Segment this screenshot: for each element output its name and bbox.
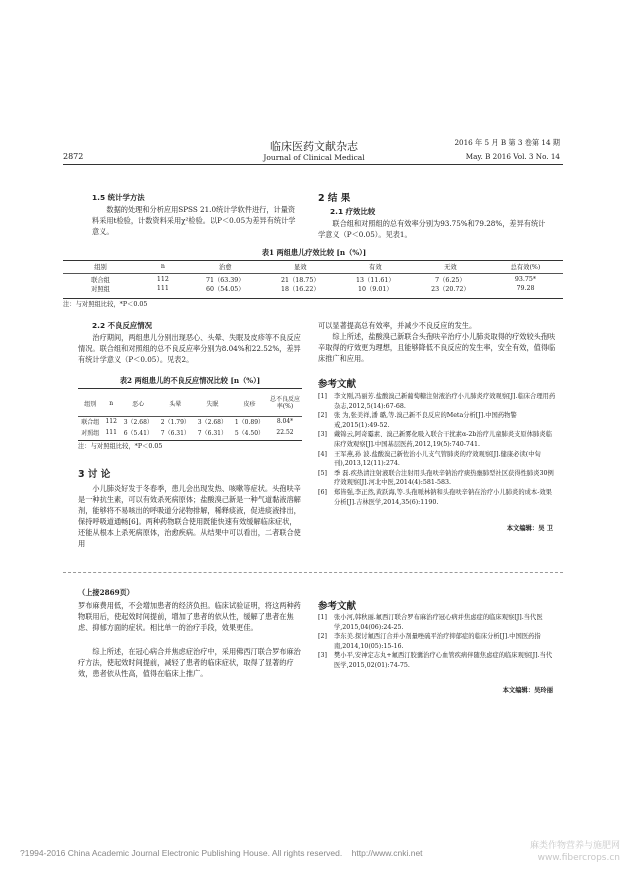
table1-cell: 23（20.72） (431, 286, 470, 293)
table2-bottom-rule (78, 440, 302, 441)
reference-number: [5] (318, 469, 327, 477)
continued-from-label: （上接2869页） (78, 588, 134, 597)
reference-list (318, 392, 558, 507)
table2-mid-rule (78, 416, 302, 417)
table1-cell: 21（18.75） (280, 277, 320, 284)
section-2-2-title: 2.2 不良反应情况 (92, 321, 153, 330)
table1-header: n (160, 263, 165, 270)
table2-cell: 2（1.79） (160, 419, 190, 426)
reference-item (318, 450, 558, 469)
reference-item (318, 411, 558, 430)
table2-cell: 5（4.50） (234, 430, 265, 437)
table1-cell: 60（54.05） (205, 286, 245, 293)
table2-cell: 6（5.41） (123, 430, 153, 437)
reference-text: 季 磊.疾热清注射液联合注射用头孢呋辛钠治疗痰热壅肺型社区获得性肺炎30例疗效观察[J].河北中医,2014(4):581-583. (334, 469, 554, 487)
continued-text: 可以显著提高总有效率，并减少不良反应的发生。 (318, 321, 477, 330)
table-row (63, 275, 563, 284)
section-2-title: 2 结 果 (318, 193, 351, 204)
reference-text: 樊小平,安神定志丸+氟西汀胶囊治疗心血管疾病伴随焦虑症的临床观察[J].当代医学,2015,02(01):74-75. (334, 652, 553, 669)
issue-line-cn: 2016 年 5 月 B 第 3 卷第 14 期 (454, 138, 560, 147)
table1-cell: 10（9.01） (358, 286, 393, 293)
table2-cell: 22.52 (276, 429, 294, 436)
reference-text: 李东美.探讨氟西汀合并小剂量唑硫平治疗抑郁症的临床分析[J].中国医药指南,2014,10(05):15-16. (334, 633, 541, 650)
table2-cell: 111 (105, 429, 117, 436)
reference-number: [6] (318, 488, 327, 496)
table1-header-row (63, 262, 563, 271)
lower-editor-line: 本文编辑：吴玲丽 (502, 687, 553, 694)
reference-number: [4] (318, 450, 327, 458)
table2-cell: 7（6.31） (197, 430, 227, 437)
header-rule (63, 164, 563, 165)
table2-header: n (109, 399, 114, 407)
table-row (78, 416, 302, 427)
journal-title-cn: 临床医药文献杂志 (270, 140, 358, 153)
table1-header: 显效 (294, 264, 307, 271)
section-3-title: 3 讨 论 (78, 469, 111, 480)
table1-cell: 111 (156, 285, 169, 292)
table-row (78, 427, 302, 438)
table1 (63, 262, 563, 293)
lower-references-title: 参考文献 (318, 601, 357, 612)
table1-cell: 93.75* (514, 276, 537, 283)
table2-header: 恶心 (132, 400, 145, 408)
section-3-text: 小儿肺炎好发于冬春季，患儿会出现发热、咳嗽等症状。头孢呋辛是一种抗生素，可以有效杀死病原体；盐酸溴己新是一种气道黏液溶解剂，能够将不易咳出的呼吸道分泌物排解，稀释痰液，促进痰液排出，保持呼吸道通畅[6]。两种药物联合使用既能快速有效缓解临床症状，还能从根本上杀死病原体，治愈疾病。从结果中可以看出，二者联合使用 (78, 484, 301, 548)
table2-header: 皮疹 (243, 400, 256, 408)
table1-cell: 112 (156, 276, 169, 283)
reference-item (318, 430, 558, 449)
table1-cell: 18（16.22） (280, 286, 320, 293)
reference-number: [3] (318, 431, 327, 439)
references-title: 参考文献 (318, 379, 357, 390)
table2-caption: 表2 两组患儿的不良反应情况比较 [n（%）] (119, 376, 261, 385)
table2-header: 失眠 (206, 400, 219, 408)
reference-item (318, 632, 558, 651)
reference-number: [2] (318, 633, 327, 641)
table2-note: 注：与对照组比较，*P＜0.05 (78, 443, 163, 450)
page-number: 2872 (63, 152, 84, 161)
table1-caption: 表1 两组患儿疗效比较 [n（%）] (261, 248, 367, 257)
table2-header-row (78, 390, 302, 416)
table2-cell: 3（2.68） (197, 419, 227, 426)
table2-cell: 3（2.68） (123, 419, 153, 426)
table2 (78, 390, 302, 438)
watermark-text: 麻类作物营养与施肥网 www.fibercrops.cn (529, 841, 620, 863)
reference-item (318, 651, 558, 670)
table-row (63, 284, 563, 293)
section-2-1-text: 联合组和对照组的总有效率分别为93.75%和79.28%，差异有统计学意义（P＜0.05）。见表1。 (318, 219, 546, 239)
table1-bottom-rule (63, 298, 563, 299)
reference-number: [2] (318, 412, 327, 420)
table1-header: 治愈 (218, 264, 232, 271)
table2-cell: 联合组 (81, 419, 100, 426)
table1-mid-rule (63, 273, 563, 274)
section-2-1-title: 2.1 疗效比较 (330, 207, 376, 216)
table1-header: 组别 (94, 264, 107, 271)
issue-line-en: May. B 2016 Vol. 3 No. 14 (465, 152, 560, 161)
section-divider (63, 572, 563, 573)
table1-cell: 对照组 (91, 286, 110, 293)
reference-item (318, 613, 558, 632)
lower-left-conclusion: 综上所述，在冠心病合并焦虑症治疗中，采用佛西汀联合罗布麻治疗方法，使起效时间提前，减轻了患者的临床症状，取得了显著的疗效，患者依从性高，值得在临床上推广。 (78, 647, 301, 678)
section-1-5-title: 1.5 统计学方法 (92, 193, 145, 202)
reference-number: [1] (318, 614, 327, 621)
table1-note: 注：与对照组比较，*P＜0.05 (63, 301, 148, 308)
table1-cell: 7（6.25） (435, 277, 466, 284)
table1-header: 总有效(%) (510, 264, 541, 271)
copyright-footer: ?1994-2016 China Academic Journal Electronic Publishing House. All rights reserved. http://www.cnki.net (20, 848, 423, 858)
table2-cell: 8.04* (276, 418, 294, 425)
table1-cell: 79.28 (516, 285, 535, 292)
table2-header: 总不良反应率(%) (270, 396, 301, 410)
journal-title-en: Journal of Clinical Medical (263, 153, 365, 162)
table1-header: 无效 (444, 264, 457, 271)
reference-item (318, 392, 558, 411)
table2-cell: 7（6.31） (160, 430, 190, 437)
table2-top-rule (78, 388, 302, 389)
reference-item (318, 488, 558, 507)
table2-cell: 对照组 (81, 430, 100, 437)
table1-top-rule (63, 260, 563, 261)
reference-item (318, 469, 558, 488)
reference-text: 李文刚,冯丽芳.盐酸溴己新葡萄糖注射液治疗小儿肺炎疗效观察[J].临床合理用药杂志,2012,5(14):67-68. (334, 393, 556, 410)
reference-text: 张小河,韩秋丽.氟西汀联合罗布麻治疗冠心病并焦虑症的临床观察[J].当代医学,2015,04(06):24-25. (334, 614, 543, 631)
table2-cell: 112 (105, 418, 117, 425)
table1-header: 有效 (369, 264, 382, 271)
table2-cell: 1（0.89） (234, 419, 265, 426)
reference-number: [1] (318, 393, 327, 400)
table1-cell: 联合组 (91, 277, 110, 284)
reference-text: 郑皆强,李正然,黄跃海,等.头孢哌林钠和头孢呋辛钠在治疗小儿肺炎的成本-效果分析[J].吉林医学,2014,35(6):1190. (334, 488, 552, 506)
table1-cell: 71（63.39） (205, 277, 245, 284)
editor-line: 本文编辑：吴 卫 (506, 525, 553, 532)
table1-cell: 13（11.61） (356, 277, 395, 284)
reference-text: 张 为,张美祥,潘 璐,等.溴己新不良反应的Meta分析[J].中国药物警戒,2015(1):49-52. (334, 412, 517, 429)
table2-header: 头晕 (169, 400, 182, 408)
section-1-5-text: 数据的处理和分析应用SPSS 21.0统计学软件进行，计量资料采用t检验，计数资料采用χ²检验。以P＜0.05为差异有统计学意义。 (92, 205, 296, 236)
reference-number: [3] (318, 652, 327, 660)
reference-text: 王军燕,孙 波.盐酸溴己新佐治小儿支气管肺炎的疗效观察[J].健康必读(中旬刊),2013,12(11):274. (334, 450, 541, 468)
conclusion-text: 综上所述，盐酸溴己新联合头孢呋辛治疗小儿肺炎取得的疗效较头孢呋辛取得的疗效更为理想，且能够降低不良反应的发生率，安全有效，值得临床推广和应用。 (318, 332, 556, 363)
section-2-2-text: 治疗期间，两组患儿分别出现恶心、头晕、失眠及皮疹等不良反应情况。联合组和对照组的总不良反应率分别为8.04%和22.52%，差异有统计学意义（P＜0.05）。见表2。 (78, 333, 301, 364)
table2-header: 组别 (84, 400, 97, 408)
lower-reference-list (318, 613, 558, 671)
reference-text: 戴锦云,阿奇霉素、溴己新雾化吸入联合干扰素α-2b治疗儿童肺炎支原体肺炎临床疗效观察[J].中国基层医药,2012,19(5):740-741. (334, 431, 552, 448)
lower-left-text: 罗布麻费用低，不会增加患者的经济负担。临床试验证明，将这两种药物联用后，使起效时间提前，增加了患者的依从性，缓解了患者在焦虑、抑郁方面的症状。相比单一的治疗手段，效果更佳。 (78, 601, 301, 632)
